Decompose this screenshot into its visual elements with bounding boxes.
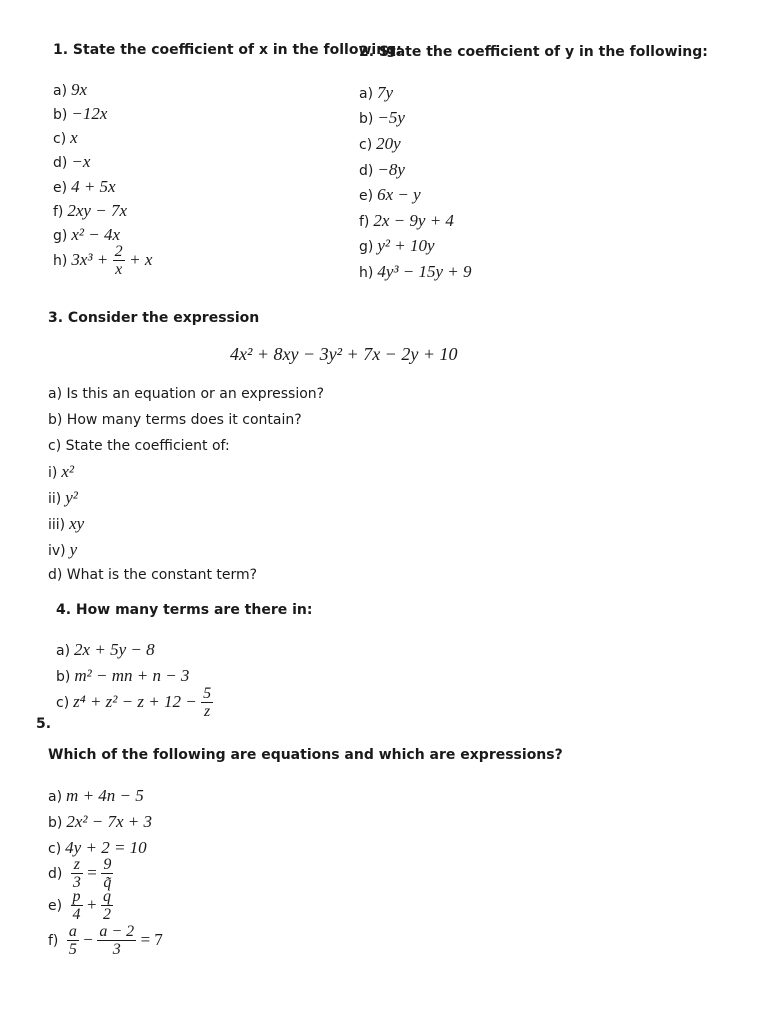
- q1-item-h: h) 3x³ + $\frac{2}{x}$ + x: [53, 243, 153, 278]
- q3-expression: 4x² + 8xy − 3y² + 7x − 2y + 10: [230, 344, 458, 364]
- q2-title: 2. State the coefficient of y in the following:: [359, 44, 708, 60]
- q2-item-h: h) 4y³ − 15y + 9: [359, 262, 472, 281]
- q5-item-d: d) $\frac{z}{3}$ = $\frac{9}{q̃}$: [48, 856, 112, 891]
- q4-item-b: b) m² − mn + n − 3: [56, 666, 190, 685]
- q1-item-b: b) −12x: [53, 104, 108, 123]
- q3-part-a: a) Is this an equation or an expression?: [48, 386, 325, 402]
- q5-item-e: e) $\frac{p}{4}$ + $\frac{q}{2}$: [48, 888, 112, 923]
- q3-part-c: c) State the coefficient of:: [48, 438, 230, 454]
- q5-item-c: c) 4y + 2 = 10: [48, 838, 147, 857]
- q1-item-e: e) 4 + 5x: [53, 177, 116, 196]
- q5-item-f: f) $\frac{a}{5}$ − $\frac{a - 2}{3}$ = 7: [48, 923, 163, 958]
- q3-sub-iv: iv) y: [48, 540, 78, 559]
- q1-item-g: g) x² − 4x: [53, 225, 121, 244]
- q2-item-e: e) 6x − y: [359, 185, 421, 204]
- q5-item-b: b) 2x² − 7x + 3: [48, 812, 152, 831]
- q4-title: 4. How many terms are there in:: [56, 602, 313, 618]
- q1-item-c: c) x: [53, 128, 78, 147]
- q5-number: 5.: [36, 716, 52, 732]
- q1-title: 1. State the coefficient of x in the following:: [53, 42, 402, 58]
- q3-sub-i: i) x²: [48, 462, 75, 481]
- q3-part-b: b) How many terms does it contain?: [48, 412, 302, 428]
- q5-title: Which of the following are equations and which are expressions?: [48, 747, 563, 763]
- q2-item-a: a) 7y: [359, 83, 394, 102]
- q1-item-d: d) −x: [53, 152, 91, 171]
- q2-item-g: g) y² + 10y: [359, 236, 435, 255]
- q3-title: 3. Consider the expression: [48, 310, 260, 326]
- q2-item-c: c) 20y: [359, 134, 401, 153]
- q5-item-a: a) m + 4n − 5: [48, 786, 144, 805]
- q3-sub-iii: iii) xy: [48, 514, 85, 533]
- q3-sub-ii: ii) y²: [48, 488, 78, 507]
- q4-item-c: c) z⁴ + z² − z + 12 − $\frac{5}{z}$: [56, 685, 212, 720]
- q1-h-fraction: $\frac{2}{x}$: [114, 243, 123, 278]
- q2-item-f: f) 2x − 9y + 4: [359, 211, 454, 230]
- q1-item-f: f) 2xy − 7x: [53, 201, 127, 220]
- q1-item-a: a) 9x: [53, 80, 88, 99]
- q2-item-d: d) −8y: [359, 160, 405, 179]
- q3-part-d: d) What is the constant term?: [48, 567, 258, 583]
- q2-item-b: b) −5y: [359, 108, 405, 127]
- q4-item-a: a) 2x + 5y − 8: [56, 640, 155, 659]
- q4-c-fraction: $\frac{5}{z}$: [203, 685, 212, 720]
